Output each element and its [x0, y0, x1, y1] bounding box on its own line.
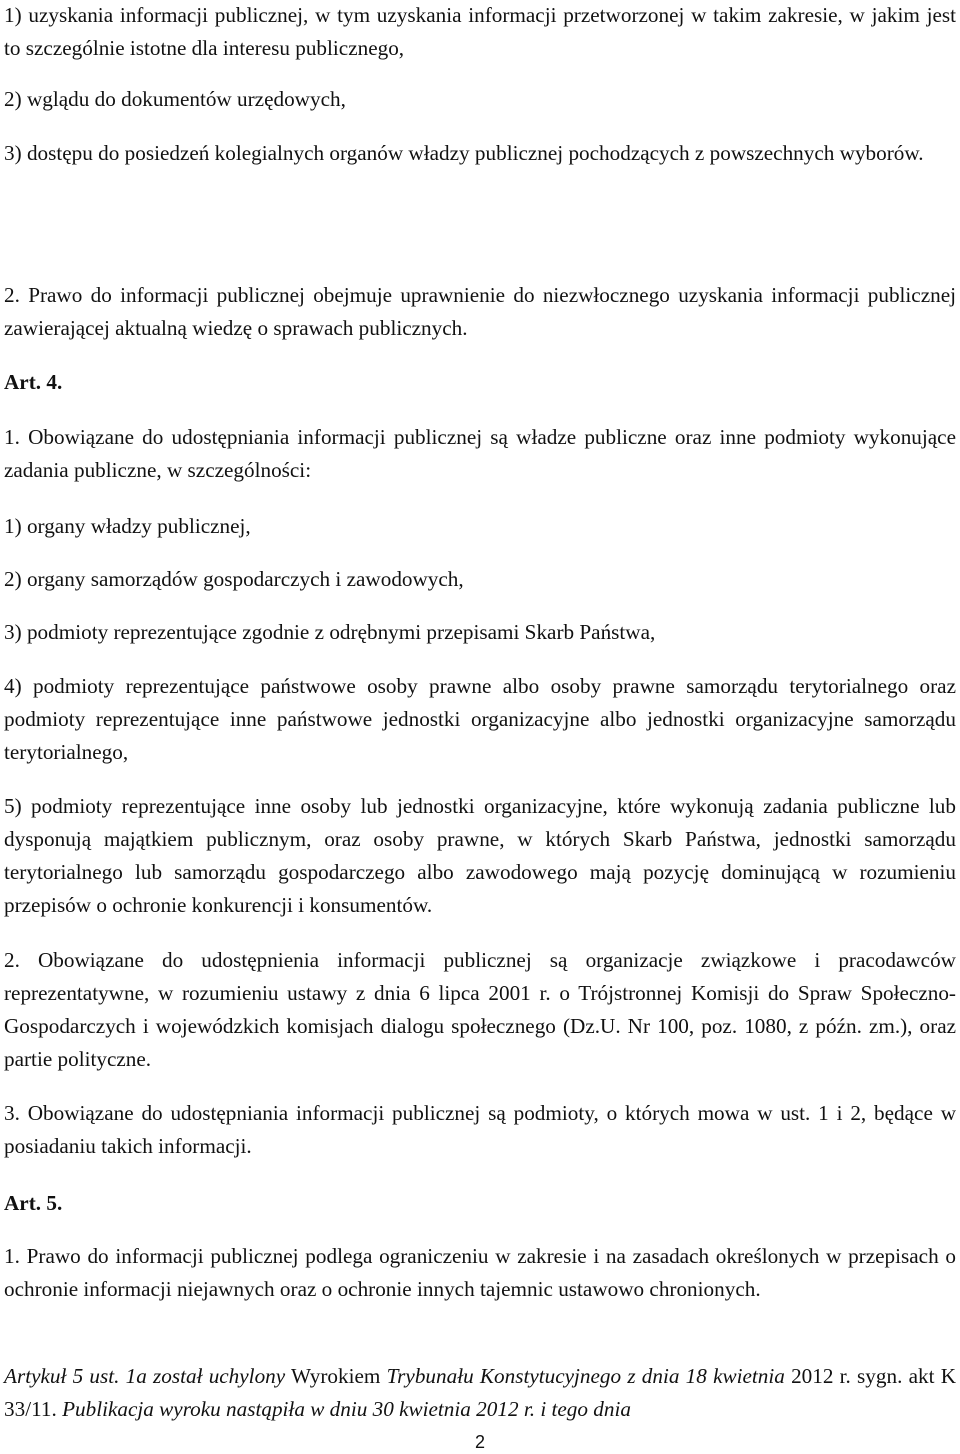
- article-5-heading: Art. 5.: [4, 1191, 63, 1215]
- note-part-4: 2012 r. sygn. akt K 33/11.: [4, 1364, 956, 1421]
- article-5-paragraph-1: 1. Prawo do informacji publicznej podlega ograniczeniu w zakresie i na zasadach określonych w przepisach o ochronie informacji niejawnych oraz o ochronie innych tajemnic ustawowo chronionych.: [4, 1244, 956, 1301]
- article-4-heading: Art. 4.: [4, 370, 63, 394]
- editorial-note: [4, 1360, 956, 1426]
- list-item-skarb: 3) podmioty reprezentujące zgodnie z odrębnymi przepisami Skarb Państwa,: [4, 620, 656, 644]
- list-item-organy: 1) organy władzy publicznej,: [4, 514, 251, 538]
- note-part-1: Artykuł 5 ust. 1a został uchylony: [4, 1364, 286, 1388]
- note-part-5: Publikacja wyroku nastąpiła w dniu 30 kwietnia 2012 r. i tego dnia: [62, 1397, 631, 1421]
- note-part-3: Trybunału Konstytucyjnego z dnia 18 kwietnia: [386, 1364, 785, 1388]
- article-4-paragraph-3: 3. Obowiązane do udostępniania informacji publicznej są podmioty, o których mowa w ust. 1 i 2, będące w posiadaniu takich informacji.: [4, 1101, 956, 1158]
- article-4-paragraph-1: 1. Obowiązane do udostępniania informacji publicznej są władze publiczne oraz inne podmioty wykonujące zadania publiczne, w szczególności:: [4, 425, 956, 482]
- note-part-2: Wyrokiem: [285, 1364, 387, 1388]
- page-number: 2: [474, 1432, 485, 1452]
- list-item-1: 1) uzyskania informacji publicznej, w tym uzyskania informacji przetworzonej w takim zakresie, w jakim jest to szczególnie istotne dla interesu publicznego,: [4, 3, 956, 60]
- list-item-2: 2) wglądu do dokumentów urzędowych,: [4, 87, 346, 111]
- list-item-samorzady: 2) organy samorządów gospodarczych i zawodowych,: [4, 567, 464, 591]
- list-item-inne: 5) podmioty reprezentujące inne osoby lub jednostki organizacyjne, które wykonują zadania publiczne lub dysponują majątkiem publicznym, oraz osoby prawne, w których Skarb Państwa, jednostki samorządu terytorialnego lub samorządu gospodarczego albo zawodowego mają pozycję dominującą w rozumieniu przepisów o ochronie konkurencji i konsumentów.: [4, 794, 956, 917]
- article-4-paragraph-2: 2. Obowiązane do udostępnienia informacji publicznej są organizacje związkowe i pracodawców reprezentatywne, w rozumieniu ustawy z dnia 6 lipca 2001 r. o Trójstronnej Komisji do Spraw Społeczno-Gospodarczych i wojewódzkich komisjach dialogu społecznego (Dz.U. Nr 100, poz. 1080, z późn. zm.), oraz partie polityczne.: [4, 948, 956, 1071]
- list-item-panstwowe: 4) podmioty reprezentujące państwowe osoby prawne albo osoby prawne samorządu terytorialnego oraz podmioty reprezentujące inne państwowe jednostki organizacyjne albo jednostki organizacyjne samorządu terytorialnego,: [4, 674, 956, 764]
- paragraph-2: 2. Prawo do informacji publicznej obejmuje uprawnienie do niezwłocznego uzyskania informacji publicznej zawierającej aktualną wiedzę o sprawach publicznych.: [4, 283, 956, 340]
- list-item-3: 3) dostępu do posiedzeń kolegialnych organów władzy publicznej pochodzących z powszechnych wyborów.: [4, 141, 924, 165]
